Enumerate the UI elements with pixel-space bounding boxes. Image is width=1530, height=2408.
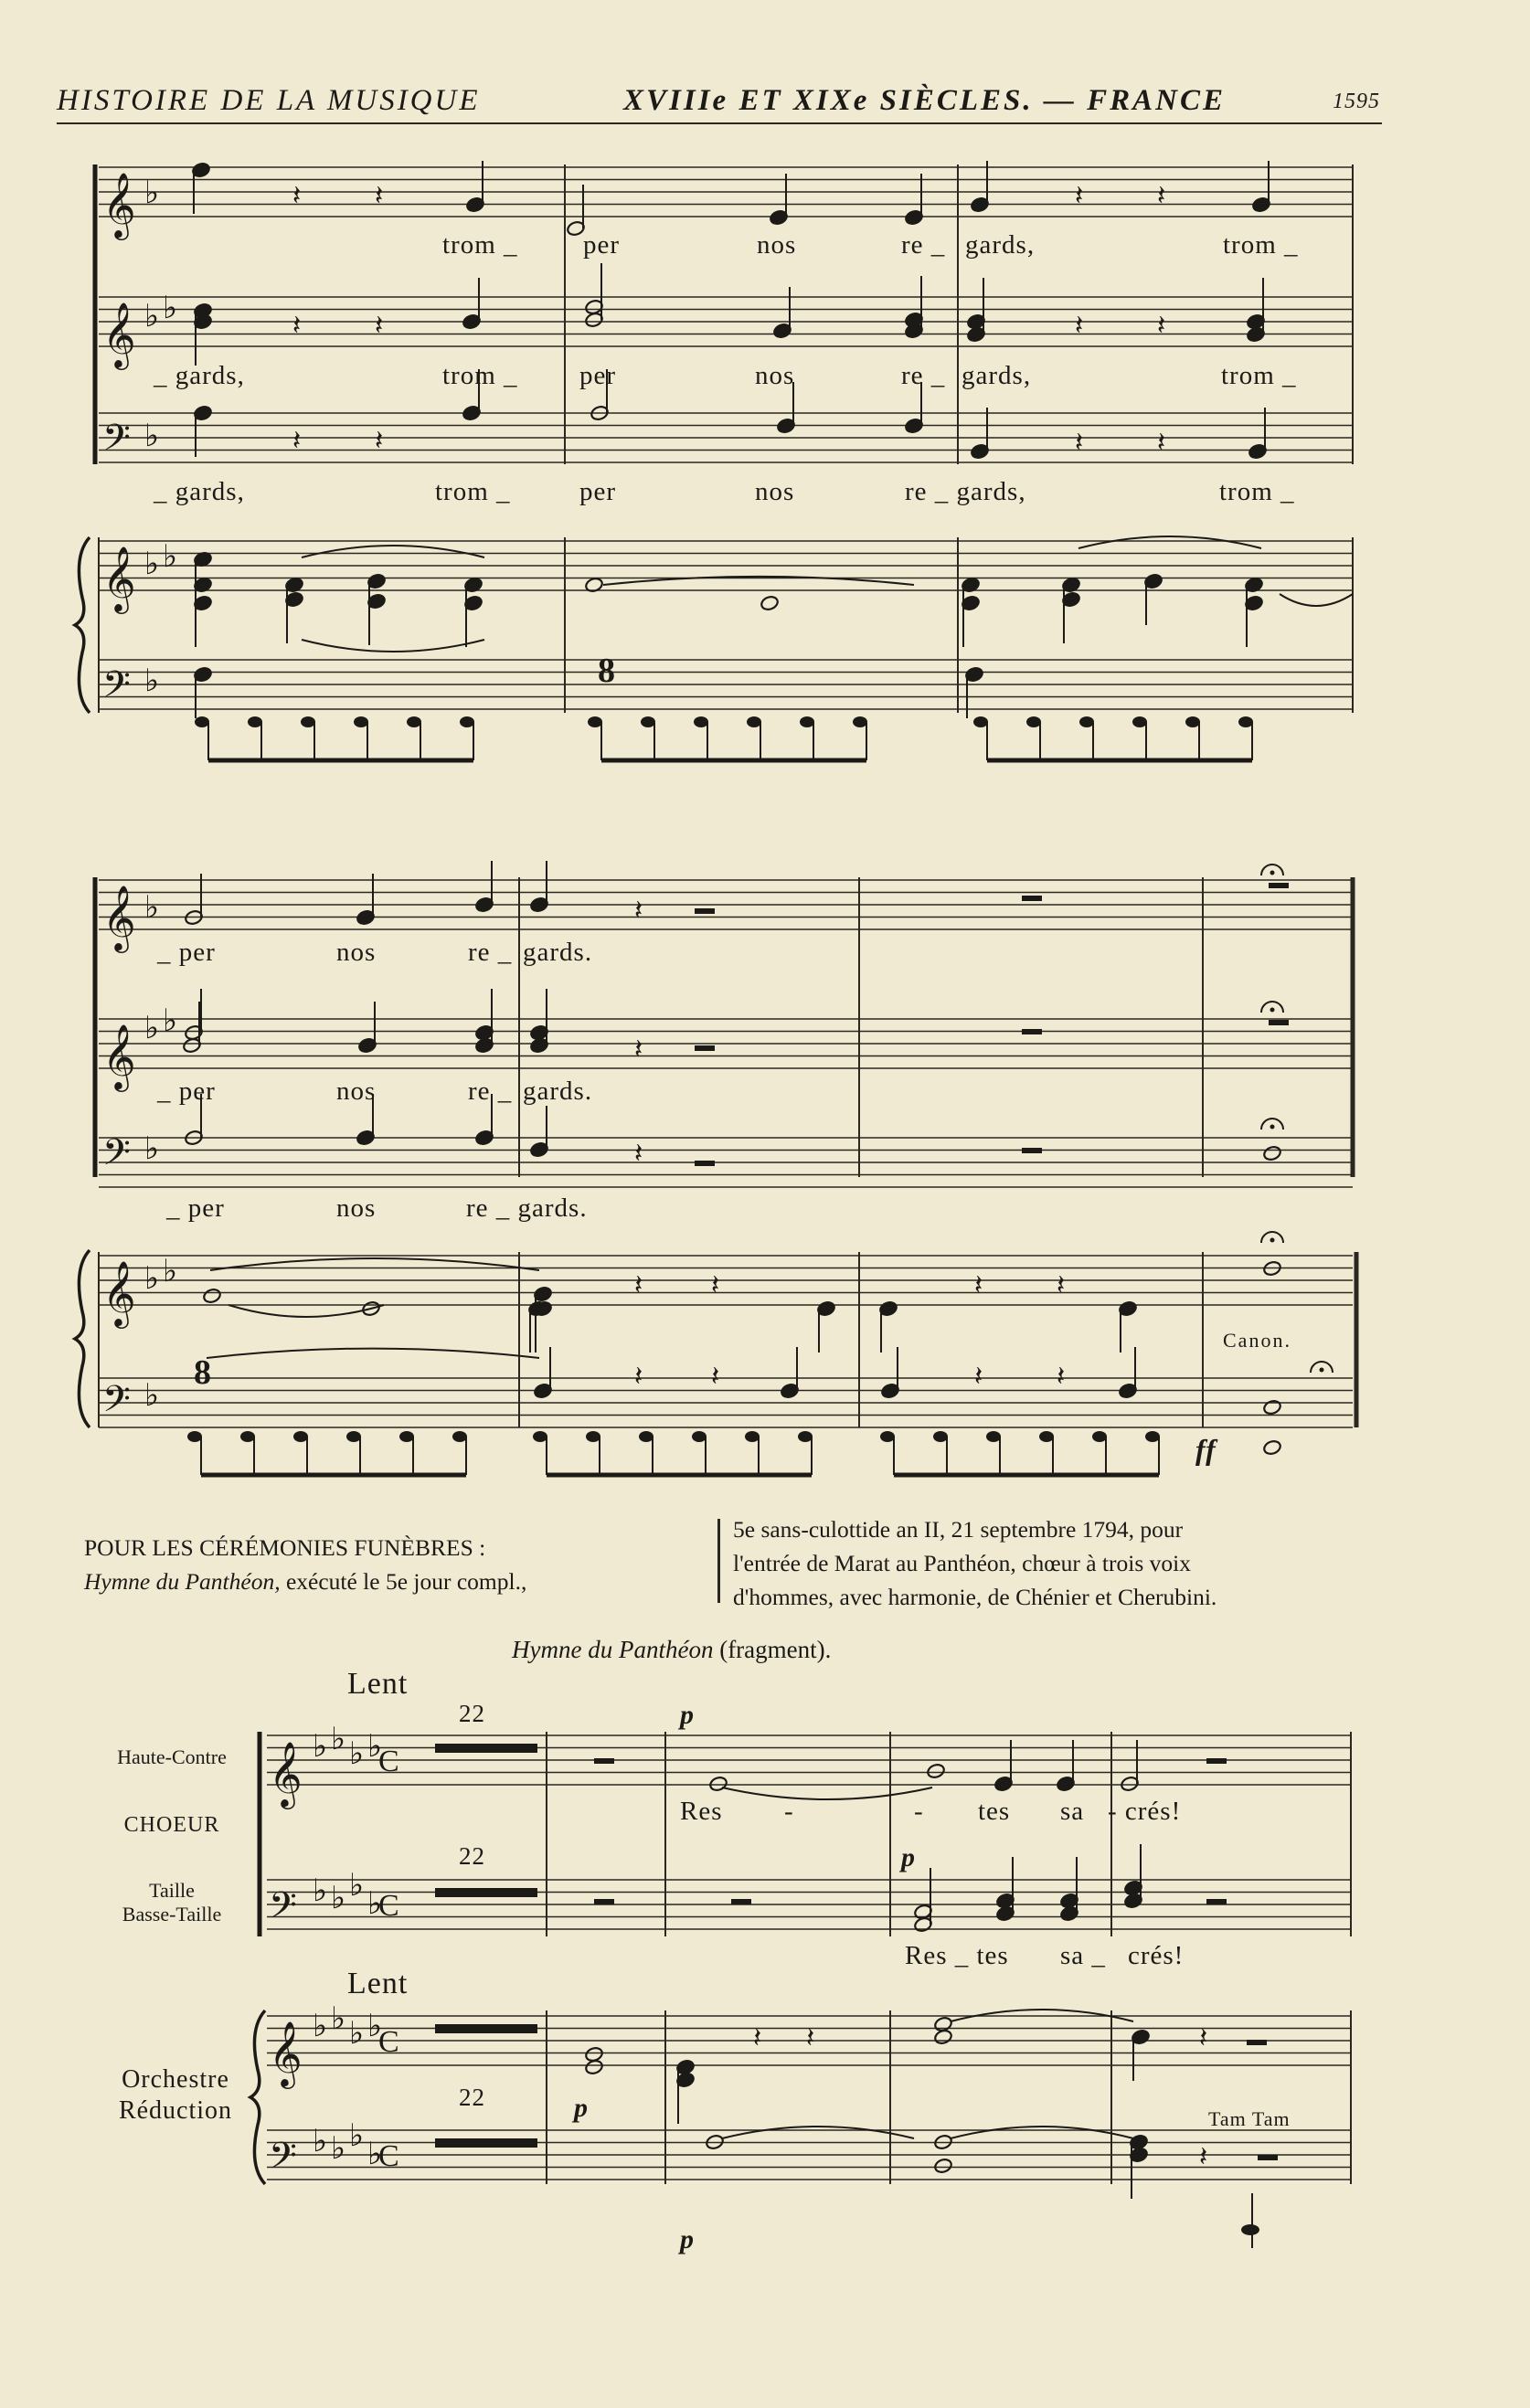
staff-lines (99, 167, 1353, 2180)
half-rest (1022, 896, 1042, 901)
rest-icon: 𝄽 (634, 1034, 643, 1066)
slur (1078, 536, 1261, 548)
caption-title: Hymne du Panthéon (512, 1636, 714, 1663)
measure-rest-count: 22 (459, 2084, 485, 2111)
note-head (202, 1288, 221, 1304)
rest-icon: 𝄽 (634, 1138, 643, 1170)
example-caption (512, 1636, 831, 1664)
time-signature: C (378, 2139, 399, 2173)
accidental-icon: ♭ (349, 2117, 365, 2154)
accidental-icon: ♭ (163, 1002, 178, 1039)
accidental-icon: ♭ (144, 1377, 160, 1414)
accidental-icon: ♭ (313, 2008, 328, 2044)
half-rest (1022, 1148, 1042, 1153)
lyric: gards. (523, 1077, 593, 1106)
lyric: re _ (901, 230, 946, 260)
section-title: POUR LES CÉRÉMONIES FUNÈBRES : (84, 1534, 486, 1561)
treble-clef-icon: 𝄞 (102, 1023, 136, 1089)
accidental-icon: ♭ (331, 2130, 346, 2167)
note-head (452, 1431, 467, 1442)
half-rest (1022, 1029, 1042, 1034)
accidental-icon: ♭ (144, 1010, 160, 1046)
lyric: nos (755, 361, 795, 390)
note-head (853, 716, 867, 727)
note-head (973, 716, 988, 727)
dynamic-mark: ff (1195, 1433, 1217, 1466)
rest-icon: 𝄽 (375, 310, 384, 342)
lyric: _ gards, (154, 477, 245, 506)
lyric: nos (336, 1077, 377, 1106)
dynamic-mark: p (574, 2093, 589, 2123)
treble-clef-icon: 𝄞 (102, 545, 136, 611)
lyric: nos (336, 938, 377, 967)
rest-icon: 𝄽 (753, 2022, 762, 2054)
rest-icon: 𝄽 (292, 180, 302, 212)
rest-icon: 𝄽 (806, 2022, 815, 2054)
lyric: re _ gards, (905, 477, 1026, 506)
note-head (1262, 1439, 1281, 1456)
dynamic-mark: p (680, 1700, 695, 1730)
accidental-icon: ♭ (331, 2000, 346, 2037)
note-head (926, 1763, 945, 1779)
measure-rest-count: 22 (459, 1842, 485, 1870)
accidental-icon: ♭ (144, 889, 160, 926)
note-head (933, 2158, 952, 2174)
note-head (1145, 1431, 1160, 1442)
header-section: XVIIIe ET XIXe SIÈCLES. — FRANCE (623, 84, 1226, 117)
part-label-choeur: CHOEUR (123, 1813, 220, 1837)
treble-clef-icon: 𝄞 (269, 2020, 303, 2086)
rest-icon: 𝄽 (1157, 310, 1166, 342)
accidental-icon: ♭ (144, 1130, 160, 1167)
bass-figure: 8 (194, 1353, 212, 1392)
note-head (1185, 716, 1200, 727)
lyric: _ gards, (154, 361, 245, 390)
half-rest (594, 1758, 614, 1764)
multi-rest (435, 1888, 537, 1897)
fermata-dot (1270, 871, 1275, 875)
lyric: gards. (523, 938, 593, 967)
note-head (195, 716, 209, 727)
rest-icon: 𝄽 (974, 1269, 983, 1301)
bass-clef-icon: 𝄢 (269, 2135, 297, 2186)
note-head (760, 595, 779, 611)
fermata-dot (1320, 1368, 1324, 1373)
note-head (1262, 1399, 1281, 1416)
fermata-dot (1270, 1125, 1275, 1130)
treble-clef-icon: 𝄞 (269, 1740, 303, 1807)
note-head (1026, 716, 1041, 727)
text-line: l'entrée de Marat au Panthéon, chœur à trois voix (733, 1549, 1191, 1576)
lyric: crés! (1128, 1941, 1185, 1970)
staff (267, 2130, 1351, 2180)
rest-icon: 𝄽 (1075, 180, 1084, 212)
accidental-icon: ♭ (313, 1872, 328, 1909)
note-head (354, 716, 368, 727)
note-head (933, 1431, 948, 1442)
note-head (880, 1431, 895, 1442)
accidental-icon: ♭ (349, 1735, 365, 1772)
staff (267, 1735, 1351, 1785)
tempo-marking: Lent (347, 1967, 409, 2000)
rest-icon: 𝄽 (711, 1361, 720, 1393)
accidental-icon: ♭ (367, 1885, 383, 1922)
rest-icon: 𝄽 (634, 1269, 643, 1301)
note-head (1132, 716, 1147, 727)
note-head (586, 1431, 600, 1442)
accidental-icon: ♭ (163, 290, 178, 326)
note-head (460, 716, 474, 727)
treble-clef-icon: 𝄞 (102, 171, 136, 238)
part-label-taille: Taille (149, 1879, 195, 1902)
note-head (533, 1431, 547, 1442)
text-line: 5e sans-culottide an II, 21 septembre 1794, pour (733, 1516, 1184, 1543)
multi-rest (435, 1744, 537, 1753)
time-signature: C (378, 1745, 399, 1778)
part-label-basse-taille: Basse-Taille (122, 1903, 222, 1925)
note-head (798, 1431, 813, 1442)
lyric: tes (978, 1797, 1011, 1826)
bass-clef-icon: 𝄢 (102, 417, 131, 468)
accidental-icon: ♭ (144, 175, 160, 211)
brace (75, 537, 90, 713)
paragraph-right (733, 1513, 1391, 1615)
rest-icon: 𝄽 (711, 1269, 720, 1301)
rest-icon: 𝄽 (974, 1361, 983, 1393)
work-line (84, 1565, 715, 1599)
lyric: per (579, 477, 617, 506)
note-head (745, 1431, 760, 1442)
rest-icon: 𝄽 (1075, 310, 1084, 342)
lyric: Res (680, 1797, 723, 1826)
accidental-icon: ♭ (349, 2015, 365, 2052)
note-head (933, 2029, 952, 2045)
staff (99, 1378, 1353, 1427)
note-head (694, 716, 708, 727)
half-rest (1206, 1899, 1227, 1904)
accidental-icon: ♭ (331, 1880, 346, 1916)
lyric: nos (336, 1193, 377, 1223)
note-head (584, 2059, 603, 2075)
lyric: nos (757, 230, 797, 260)
note-head (639, 1431, 653, 1442)
work-title: Hymne du Panthéon, (84, 1567, 281, 1595)
accidental-icon: ♭ (163, 538, 178, 575)
slur (722, 2127, 914, 2138)
slur (302, 640, 484, 652)
note-head (399, 1431, 414, 1442)
note-head (240, 1431, 255, 1442)
lyric: re _ (901, 361, 946, 390)
bass-clef-icon: 𝄢 (102, 1378, 131, 1429)
accidental-icon: ♭ (349, 1867, 365, 1904)
caption-note: (fragment). (713, 1636, 832, 1663)
lyric: per (583, 230, 621, 260)
lyric: sa _ (1060, 1941, 1106, 1970)
rest-icon: 𝄽 (1157, 180, 1166, 212)
slur (1280, 594, 1353, 606)
lyric: - (914, 1797, 924, 1826)
note-head (407, 716, 421, 727)
rest-icon: 𝄽 (375, 425, 384, 457)
lyric: re _ (468, 1077, 513, 1106)
part-label-orchestre: Orchestre (122, 2065, 229, 2094)
lyric: trom _ (1223, 230, 1299, 260)
half-rest (731, 1899, 751, 1904)
treble-clef-icon: 𝄞 (102, 1259, 136, 1326)
half-rest (1258, 2155, 1278, 2160)
rest-icon: 𝄽 (1057, 1269, 1066, 1301)
rest-icon: 𝄽 (292, 425, 302, 457)
lyric: - crés! (1108, 1797, 1182, 1826)
rest-icon: 𝄽 (634, 1361, 643, 1393)
dynamic-mark: p (901, 1842, 916, 1872)
lyric: per (579, 361, 617, 390)
part-label-reduction: Réduction (118, 2096, 233, 2125)
half-rest (1247, 2040, 1267, 2045)
rest-icon: 𝄽 (1199, 2141, 1208, 2173)
staff (99, 1256, 1353, 1305)
note-head (1241, 2224, 1259, 2235)
rest-icon: 𝄽 (1057, 1361, 1066, 1393)
note-head (588, 716, 602, 727)
rest-icon: 𝄽 (1075, 427, 1084, 459)
half-rest (695, 1161, 715, 1166)
half-rest (695, 908, 715, 914)
measure-rest-count: 22 (459, 1700, 485, 1727)
accidental-icon: ♭ (313, 1728, 328, 1765)
lyric: re _ gards. (466, 1193, 588, 1223)
lyric: _ per (157, 1077, 216, 1106)
bass-figure: 8 (598, 652, 616, 690)
slur (951, 2127, 1133, 2138)
slur (722, 1787, 932, 1799)
bass-clef-icon: 𝄢 (102, 1131, 131, 1183)
header-title: HISTOIRE DE LA MUSIQUE (57, 84, 481, 117)
rest-icon: 𝄽 (292, 310, 302, 342)
lyric: gards, (962, 361, 1032, 390)
note-head (301, 716, 315, 727)
brace (75, 1250, 90, 1427)
tamtam-label: Tam Tam (1208, 2107, 1291, 2130)
staff (99, 880, 1353, 929)
accidental-icon: ♭ (144, 663, 160, 699)
half-rest (695, 1045, 715, 1051)
note-head (800, 716, 814, 727)
lyric: sa (1060, 1797, 1085, 1826)
multi-rest (435, 2138, 537, 2148)
half-rest (594, 1899, 614, 1904)
slur (207, 1349, 539, 1358)
note-head (187, 1431, 202, 1442)
bass-clef-icon: 𝄢 (269, 1884, 297, 1936)
rest-icon: 𝄽 (375, 180, 384, 212)
dynamic-mark: p (680, 2224, 695, 2254)
rest-icon: 𝄽 (634, 895, 643, 927)
half-rest (1269, 1020, 1289, 1025)
lyric: - (784, 1797, 794, 1826)
note-head (708, 1776, 728, 1792)
accidental-icon: ♭ (144, 1260, 160, 1297)
note-head (293, 1431, 308, 1442)
accidental-icon: ♭ (367, 2136, 383, 2172)
staff (99, 1138, 1353, 1187)
accidental-icon: ♭ (144, 418, 160, 454)
note-head (1262, 1145, 1281, 1162)
accidental-icon: ♭ (144, 546, 160, 582)
lyric: trom _ (1221, 361, 1297, 390)
accidental-icon: ♭ (163, 1253, 178, 1289)
lyric: Res _ tes (905, 1941, 1009, 1970)
notation-marks (75, 161, 1356, 2248)
column-divider (717, 1519, 720, 1603)
note-head (1092, 1431, 1107, 1442)
note-head (1238, 716, 1253, 727)
accidental-icon: ♭ (313, 2123, 328, 2159)
treble-clef-icon: 𝄞 (102, 884, 136, 950)
page-number: 1595 (1333, 90, 1380, 113)
note-head (346, 1431, 361, 1442)
rest-icon: 𝄽 (1157, 427, 1166, 459)
accidental-icon: ♭ (144, 298, 160, 334)
canon-label: Canon. (1223, 1329, 1291, 1352)
staff (267, 1880, 1351, 1929)
note-head (747, 716, 761, 727)
note-head (248, 716, 262, 727)
lyric: trom _ (435, 477, 511, 506)
half-rest (1206, 1758, 1227, 1764)
staff (99, 660, 1353, 709)
note-head (986, 1431, 1001, 1442)
paragraph-left (84, 1532, 715, 1599)
lyric: gards, (965, 230, 1036, 260)
slur (228, 1305, 384, 1317)
time-signature: C (378, 1889, 399, 1923)
lyric: trom _ (1219, 477, 1295, 506)
lyric: _ per (166, 1193, 225, 1223)
time-signature: C (378, 2025, 399, 2059)
lyric: _ per (157, 938, 216, 967)
treble-clef-icon: 𝄞 (102, 301, 136, 367)
note-head (641, 716, 655, 727)
accidental-icon: ♭ (331, 1721, 346, 1757)
half-rest (1269, 883, 1289, 888)
accidental-icon: ♭ (367, 2008, 383, 2044)
text-line: d'hommes, avec harmonie, de Chénier et Cherubini. (733, 1583, 1217, 1610)
lyric: nos (755, 477, 795, 506)
note-head (1079, 716, 1094, 727)
slur (302, 546, 484, 557)
fermata-dot (1270, 1238, 1275, 1243)
lyric: re _ (468, 938, 513, 967)
multi-rest (435, 2024, 537, 2033)
tempo-marking: Lent (347, 1667, 409, 1701)
fermata-dot (1270, 1008, 1275, 1013)
note-head (692, 1431, 707, 1442)
lyric: trom _ (442, 230, 518, 260)
bass-clef-icon: 𝄢 (102, 663, 131, 715)
accidental-icon: ♭ (367, 1728, 383, 1765)
lyric: trom _ (442, 361, 518, 390)
work-description: exécuté le 5e jour compl., (280, 1567, 527, 1595)
note-head (1039, 1431, 1054, 1442)
rest-icon: 𝄽 (1199, 2022, 1208, 2054)
staff (99, 1019, 1353, 1068)
part-label-haute-contre: Haute-Contre (117, 1745, 227, 1768)
